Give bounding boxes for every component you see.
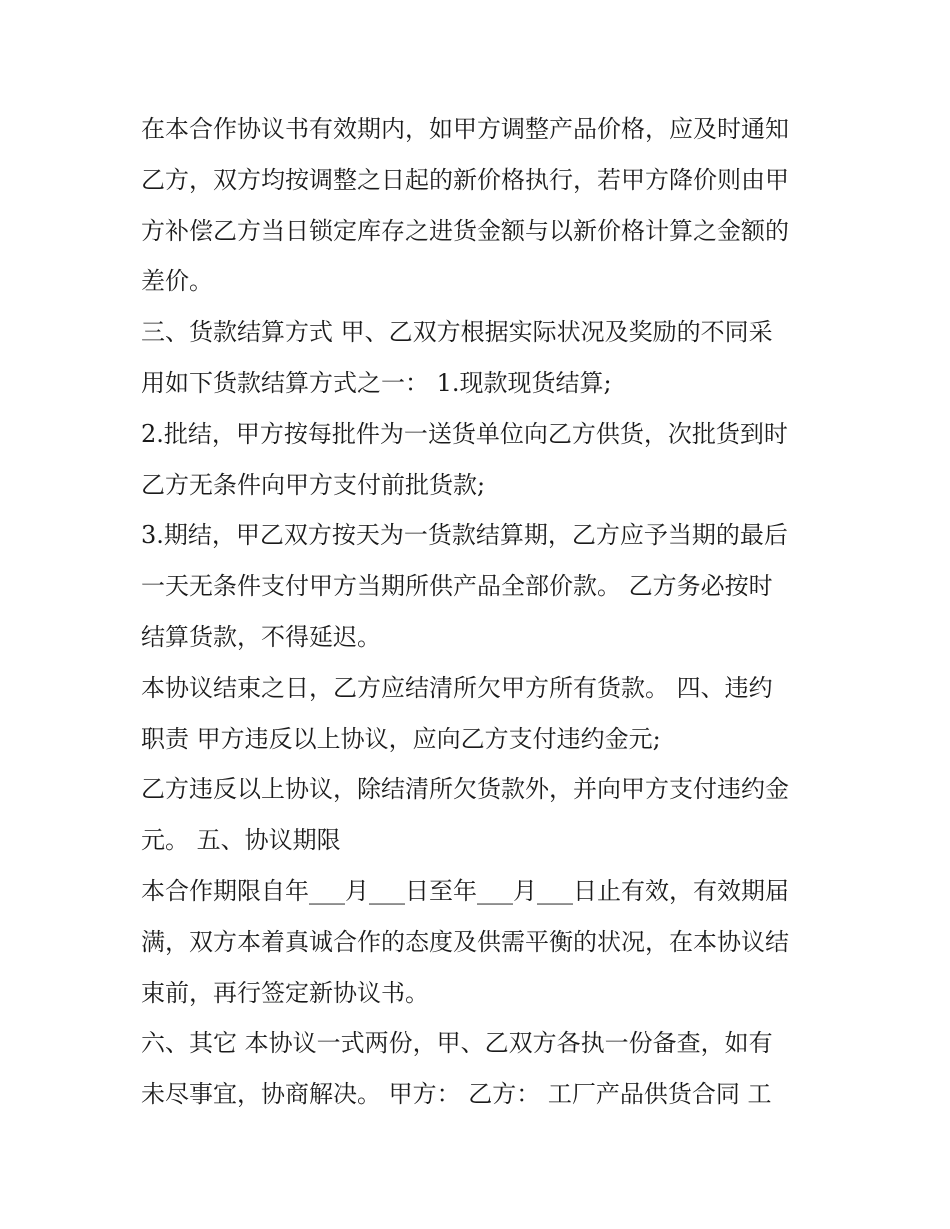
text-line: 六、其它 本协议一式两份，甲、乙双方各执一份备查，如有 <box>141 1029 773 1058</box>
text-line: 未尽事宜，协商解决。 甲方： 乙方： 工厂产品供货合同 工 <box>141 1080 772 1109</box>
text-line: 满，双方本着真诚合作的态度及供需平衡的状况，在本协议结 <box>141 927 789 956</box>
paragraph-agreement-term <box>141 866 821 1018</box>
text-line: 一天无条件支付甲方当期所供产品全部价款。 乙方务必按时 <box>141 572 773 601</box>
text-line: 三、货款结算方式 甲、乙双方根据实际状况及奖励的不同采 <box>141 318 773 347</box>
paragraph-party-b-breach <box>141 764 821 866</box>
paragraph-price-adjustment <box>141 104 821 307</box>
text-line: 乙方，双方均按调整之日起的新价格执行，若甲方降价则由甲 <box>141 165 789 194</box>
paragraph-breach-liability <box>141 663 821 765</box>
text-line: 乙方违反以上协议，除结清所欠货款外，并向甲方支付违约金 <box>141 775 789 804</box>
paragraph-period-settlement <box>141 510 821 662</box>
text-line: 本协议结束之日，乙方应结清所欠甲方所有货款。 四、违约 <box>141 673 773 702</box>
text-line: 束前，再行签定新协议书。 <box>141 978 429 1007</box>
text-line: 结算货款，不得延迟。 <box>141 622 381 651</box>
text-line: 用如下货款结算方式之一： 1.现款现货结算; <box>141 368 612 397</box>
text-line: 职责 甲方违反以上协议，应向乙方支付违约金元; <box>141 724 661 753</box>
text-line: 2.批结，甲方按每批件为一送货单位向乙方供货，次批货到时 <box>141 419 788 448</box>
text-line: 乙方无条件向甲方支付前批货款; <box>141 470 486 499</box>
text-line: 元。 五、协议期限 <box>141 826 341 855</box>
paragraph-other-terms <box>141 1018 821 1120</box>
text-line: 方补偿乙方当日锁定库存之进货金额与以新价格计算之金额的 <box>141 216 789 245</box>
paragraph-settlement-methods <box>141 307 821 409</box>
text-line: 在本合作协议书有效期内，如甲方调整产品价格，应及时通知 <box>141 115 789 143</box>
text-line: 本合作期限自年___月___日至年___月___日止有效，有效期届 <box>141 876 789 905</box>
document-body <box>141 104 821 1120</box>
text-line: 差价。 <box>141 267 213 296</box>
paragraph-batch-settlement <box>141 409 821 511</box>
text-line: 3.期结，甲乙双方按天为一货款结算期，乙方应予当期的最后 <box>141 521 788 550</box>
